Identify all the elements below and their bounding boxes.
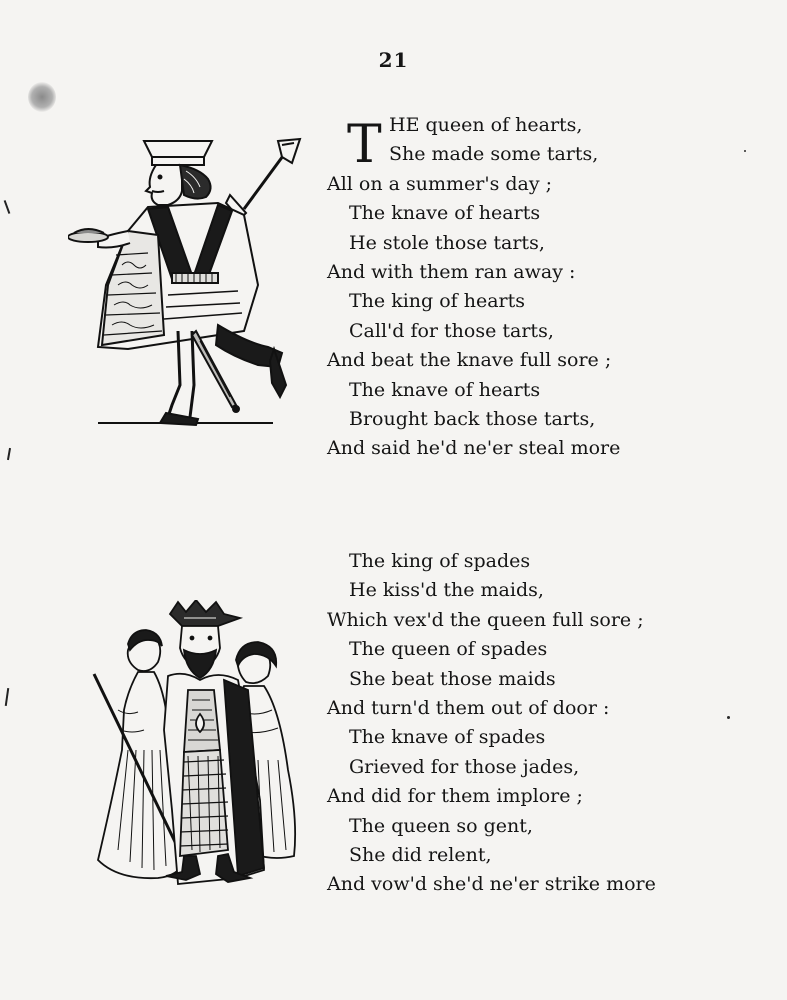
speck [727, 716, 730, 719]
ink-blot [28, 82, 56, 112]
stanza-line: All on a summer's day ; [327, 172, 553, 195]
knave-of-hearts-illustration [68, 135, 303, 435]
stanza-line: Grieved for those jades, [349, 755, 580, 778]
speck [744, 150, 746, 152]
margin-mark [5, 688, 9, 706]
stanza-line: He stole those tarts, [349, 231, 545, 254]
stanza-line: And vow'd she'd ne'er strike more [327, 873, 656, 896]
page-number: 21 [378, 48, 409, 72]
drop-cap: T [347, 115, 382, 175]
stanza-line: The queen of spades [349, 638, 548, 661]
stanza-line: He kiss'd the maids, [349, 579, 544, 602]
stanza-line: HE queen of hearts, [389, 114, 583, 136]
stanza-queen-of-hearts [327, 111, 620, 464]
stanza-line: Call'd for those tarts, [349, 319, 554, 342]
stanza-line: And turn'd them out of door : [327, 697, 610, 720]
stanza-line: She beat those maids [349, 667, 556, 690]
stanza-king-of-spades [327, 547, 656, 900]
stanza-line: The king of spades [349, 550, 531, 572]
stanza-line: She made some tarts, [389, 143, 599, 166]
stanza-line: The knave of hearts [349, 378, 541, 401]
margin-mark [4, 200, 11, 214]
stanza-line: Brought back those tarts, [349, 408, 596, 431]
stanza-line: And beat the knave full sore ; [327, 349, 612, 372]
stanza-line: And said he'd ne'er steal more [327, 437, 621, 460]
stanza-line: And with them ran away : [327, 261, 576, 284]
stanza-line: The knave of hearts [349, 202, 541, 225]
margin-mark [7, 448, 11, 460]
stanza-line: She did relent, [349, 844, 492, 867]
stanza-line: And did for them implore ; [327, 785, 583, 808]
king-of-spades-with-maids-illustration [88, 600, 303, 895]
stanza-line: Which vex'd the queen full sore ; [327, 608, 644, 631]
stanza-line: The queen so gent, [349, 814, 533, 837]
stanza-line: The king of hearts [349, 290, 526, 313]
stanza-line: The knave of spades [349, 726, 546, 749]
